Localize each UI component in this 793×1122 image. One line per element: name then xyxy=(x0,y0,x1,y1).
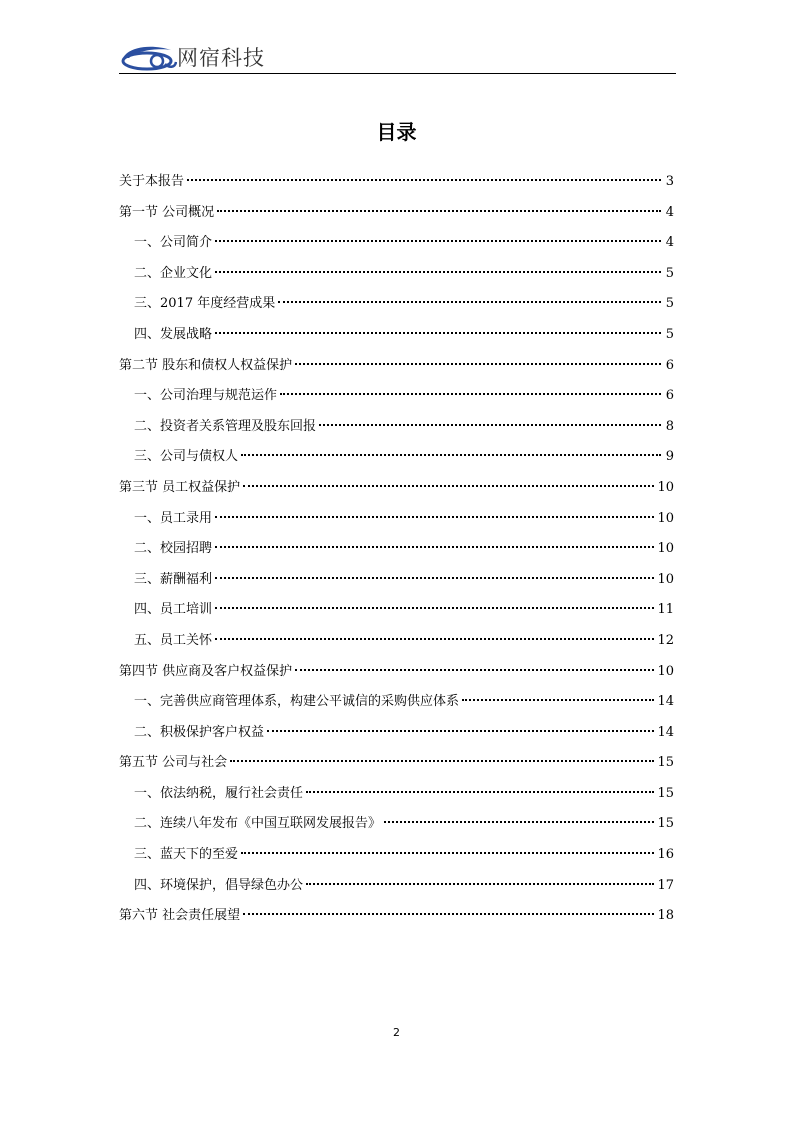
toc-dot-leader xyxy=(267,730,654,732)
toc-entry-page: 12 xyxy=(657,632,674,648)
toc-dot-leader xyxy=(384,821,654,823)
toc-dot-leader xyxy=(462,699,654,701)
toc-entry-label: 三、蓝天下的至爱 xyxy=(134,847,239,863)
page-title: 目录 xyxy=(376,120,417,144)
toc-entry[interactable] xyxy=(119,509,674,540)
toc-entry-label: 一、员工录用 xyxy=(134,510,213,526)
toc-entry-page: 6 xyxy=(665,388,674,404)
toc-entry-label: 二、校园招聘 xyxy=(134,541,213,557)
toc-dot-leader xyxy=(241,852,654,854)
toc-entry-page: 14 xyxy=(657,724,674,740)
toc-entry[interactable] xyxy=(119,447,674,478)
toc-entry[interactable] xyxy=(119,723,674,754)
toc-entry[interactable] xyxy=(119,600,674,631)
toc-entry[interactable] xyxy=(119,356,674,387)
toc-dot-leader xyxy=(215,516,654,518)
company-logo-icon xyxy=(119,44,177,72)
toc-entry[interactable] xyxy=(119,570,674,601)
toc-entry-page: 16 xyxy=(657,847,674,863)
toc-entry-page: 18 xyxy=(657,908,674,924)
toc-entry-page: 10 xyxy=(657,571,674,587)
toc-entry[interactable] xyxy=(119,325,674,356)
toc-entry-page: 3 xyxy=(665,174,674,189)
toc-entry-label: 二、投资者关系管理及股东回报 xyxy=(134,418,317,434)
toc-entry[interactable] xyxy=(119,539,674,570)
toc-dot-leader xyxy=(295,669,654,671)
toc-entry-page: 4 xyxy=(665,235,674,251)
toc-entry[interactable] xyxy=(119,631,674,662)
toc-entry-label: 三、2017 年度经营成果 xyxy=(134,296,276,312)
toc-entry-page: 14 xyxy=(657,694,674,710)
toc-entry-page: 10 xyxy=(657,541,674,557)
toc-entry[interactable] xyxy=(119,845,674,876)
toc-entry-label: 关于本报告 xyxy=(119,174,185,189)
toc-entry-label: 二、积极保护客户权益 xyxy=(134,724,265,740)
toc-entry-label: 四、环境保护，倡导绿色办公 xyxy=(134,877,304,893)
toc-entry[interactable] xyxy=(119,814,674,845)
page-header xyxy=(119,40,676,74)
toc-entry-label: 第五节 公司与社会 xyxy=(119,755,228,771)
toc-entry[interactable] xyxy=(119,294,674,325)
toc-entry-label: 二、企业文化 xyxy=(134,265,213,281)
company-name: 网宿科技 xyxy=(177,46,265,70)
toc-entry[interactable] xyxy=(119,386,674,417)
toc-dot-leader xyxy=(243,485,654,487)
toc-entry-page: 15 xyxy=(657,785,674,801)
toc-entry[interactable] xyxy=(119,906,674,937)
toc-dot-leader xyxy=(243,913,654,915)
toc-entry-label: 第三节 员工权益保护 xyxy=(119,479,241,495)
toc-entry-label: 第二节 股东和债权人权益保护 xyxy=(119,357,293,373)
toc-entry-page: 10 xyxy=(657,510,674,526)
header-divider xyxy=(119,73,676,74)
toc-entry-page: 4 xyxy=(665,204,674,220)
toc-entry-label: 一、依法纳税，履行社会责任 xyxy=(134,785,304,801)
toc-entry-label: 一、完善供应商管理体系，构建公平诚信的采购供应体系 xyxy=(134,694,460,710)
toc-entry[interactable] xyxy=(119,203,674,234)
toc-dot-leader xyxy=(187,179,661,181)
toc-entry-label: 五、员工关怀 xyxy=(134,632,213,648)
toc-entry-page: 5 xyxy=(665,265,674,281)
table-of-contents xyxy=(119,172,674,937)
toc-entry-label: 第四节 供应商及客户权益保护 xyxy=(119,663,293,679)
toc-entry-page: 5 xyxy=(665,326,674,342)
toc-entry-label: 一、公司治理与规范运作 xyxy=(134,388,278,404)
toc-entry-label: 三、薪酬福利 xyxy=(134,571,213,587)
toc-entry-label: 一、公司简介 xyxy=(134,235,213,251)
toc-entry-page: 8 xyxy=(665,418,674,434)
toc-entry-label: 第一节 公司概况 xyxy=(119,204,215,220)
toc-dot-leader xyxy=(215,240,661,242)
toc-entry-page: 10 xyxy=(657,663,674,679)
toc-dot-leader xyxy=(215,607,654,609)
toc-dot-leader xyxy=(278,301,661,303)
toc-entry-label: 四、发展战略 xyxy=(134,326,213,342)
toc-entry[interactable] xyxy=(119,876,674,907)
toc-entry-page: 6 xyxy=(665,357,674,373)
toc-dot-leader xyxy=(295,363,661,365)
toc-dot-leader xyxy=(280,393,661,395)
toc-dot-leader xyxy=(230,760,654,762)
toc-dot-leader xyxy=(241,454,661,456)
toc-dot-leader xyxy=(306,791,654,793)
toc-entry-page: 9 xyxy=(665,449,674,465)
toc-entry-page: 10 xyxy=(657,479,674,495)
toc-dot-leader xyxy=(306,883,654,885)
toc-entry[interactable] xyxy=(119,233,674,264)
toc-dot-leader xyxy=(215,546,654,548)
toc-entry[interactable] xyxy=(119,662,674,693)
toc-entry-label: 三、公司与债权人 xyxy=(134,449,239,465)
toc-entry-page: 15 xyxy=(657,755,674,771)
toc-entry[interactable] xyxy=(119,264,674,295)
toc-dot-leader xyxy=(215,332,661,334)
toc-dot-leader xyxy=(215,638,654,640)
toc-entry[interactable] xyxy=(119,753,674,784)
toc-entry[interactable] xyxy=(119,478,674,509)
toc-dot-leader xyxy=(215,577,654,579)
toc-entry-label: 二、连续八年发布《中国互联网发展报告》 xyxy=(134,816,382,832)
toc-entry[interactable] xyxy=(119,784,674,815)
toc-dot-leader xyxy=(215,271,661,273)
toc-entry-page: 11 xyxy=(657,602,674,618)
toc-entry[interactable] xyxy=(119,172,674,203)
toc-entry[interactable] xyxy=(119,692,674,723)
toc-entry-page: 15 xyxy=(657,816,674,832)
toc-dot-leader xyxy=(217,210,661,212)
toc-entry-label: 四、员工培训 xyxy=(134,602,213,618)
toc-entry-label: 第六节 社会责任展望 xyxy=(119,908,241,924)
toc-entry[interactable] xyxy=(119,417,674,448)
page-number: 2 xyxy=(393,1026,400,1039)
toc-entry-page: 5 xyxy=(665,296,674,312)
toc-entry-page: 17 xyxy=(657,877,674,893)
toc-dot-leader xyxy=(319,424,661,426)
